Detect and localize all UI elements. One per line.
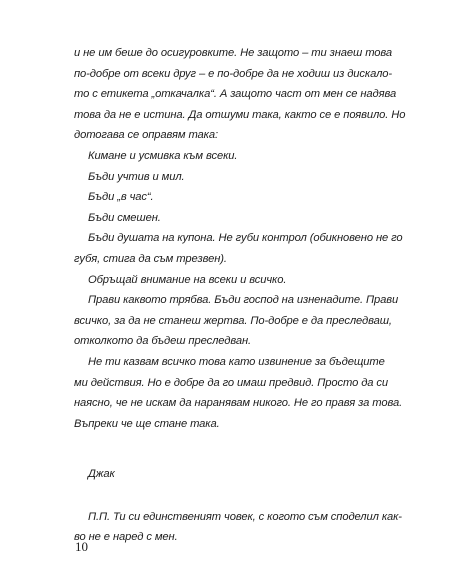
spacer [74,485,384,507]
text-line: отколкото да бъдеш преследван. [74,335,252,348]
page-number: 10 [75,539,88,554]
signature: Джак [88,468,115,481]
text-line: Прави каквото трябва. Бъди господ на изненадите. Прави [88,294,399,307]
postscript-line: во не е наред с мен. [74,531,178,544]
rule-line: Бъди „в час“. [88,191,154,204]
text-line: Не ти казвам всичко това като извинение за бъдещите [88,355,385,368]
text-line: наясно, че не искам да наранявам никого. Не го правя за това. [74,397,403,410]
spacer [74,434,384,464]
text-line: всичко, за да не станеш жертва. По-добре е да преследваш, [74,314,392,327]
text-line: ми действия. Но е добре да го имаш предвид. Просто да си [74,376,389,389]
text-line: то с етикета „откачалка“. А защото част от мен се надява [74,88,397,101]
text-line: губя, стига да съм трезвен). [74,252,227,265]
text-line: дотогава се оправям така: [74,129,218,142]
postscript-line: П.П. Ти си единственият човек, с когото съм споделил как- [88,510,402,523]
text-line: Бъди душата на купона. Не губи контрол (обикновено не го [88,232,403,245]
letter-text [74,43,406,548]
rule-line: Кимане и усмивка към всеки. [88,149,238,162]
text-line: по-добре от всеки друг – е по-добре да не ходиш из дискало- [74,67,393,80]
text-line: това да не е истина. Да отшуми така, както се е появило. Но [74,108,406,121]
rule-line: Бъди учтив и мил. [88,170,185,183]
rule-line: Бъди смешен. [88,211,161,224]
text-line: и не им беше до осигуровките. Не защото – ти знаеш това [74,47,393,59]
text-line: Обръщай внимание на всеки и всичко. [88,273,287,286]
text-line: Въпреки че ще стане така. [74,417,220,430]
